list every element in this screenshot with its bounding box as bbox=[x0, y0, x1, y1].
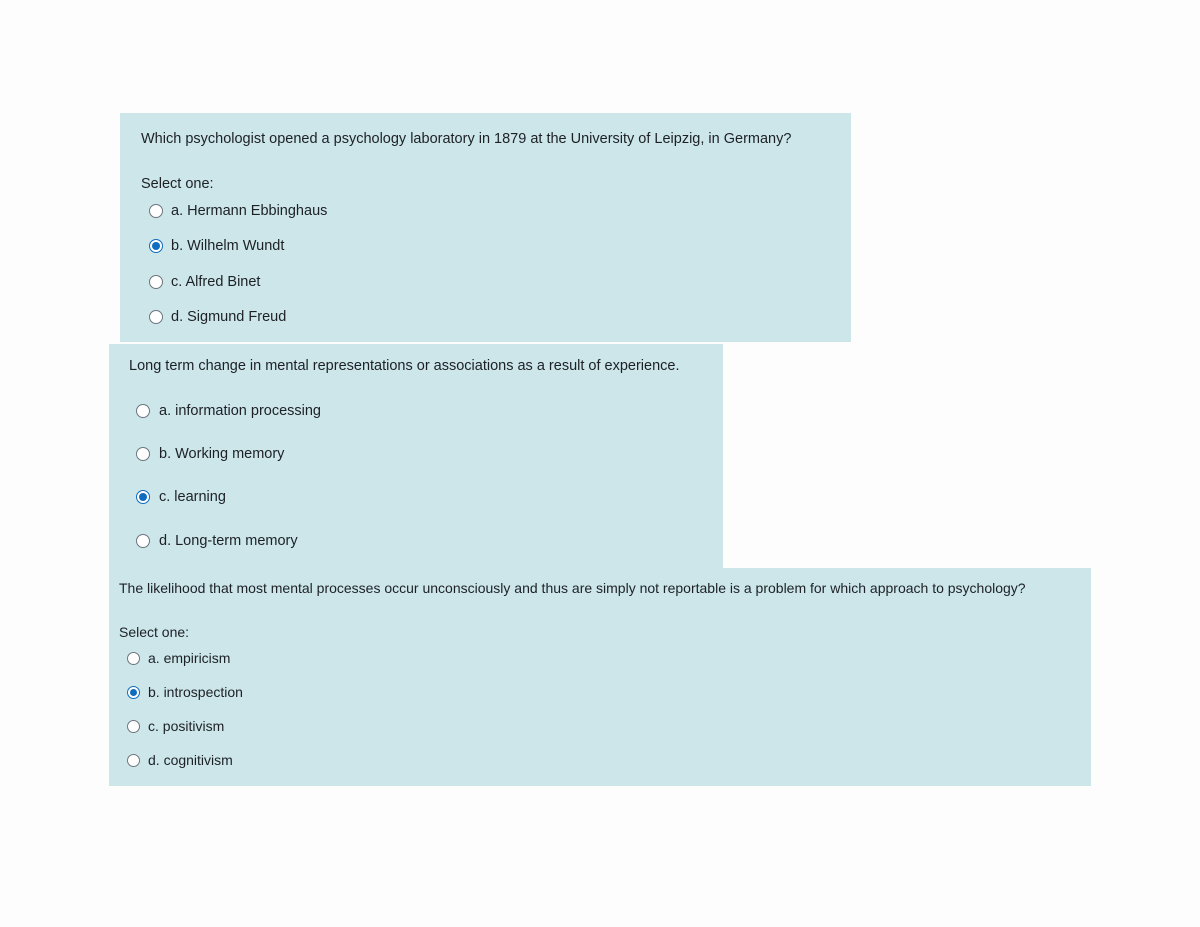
answer-option-c[interactable] bbox=[136, 489, 226, 505]
answer-label: d. Sigmund Freud bbox=[171, 309, 287, 325]
radio-button[interactable] bbox=[136, 404, 150, 418]
question-card-3 bbox=[109, 568, 1091, 786]
answer-option-b[interactable] bbox=[149, 238, 284, 254]
question-card-1 bbox=[120, 113, 851, 342]
radio-button[interactable] bbox=[127, 754, 140, 767]
radio-button[interactable] bbox=[136, 490, 150, 504]
select-one-prompt: Select one: bbox=[119, 624, 190, 640]
answer-label: c. positivism bbox=[148, 718, 225, 734]
answer-label: d. Long-term memory bbox=[159, 533, 298, 549]
question-card-2 bbox=[109, 344, 723, 568]
answer-label: b. Working memory bbox=[159, 446, 285, 462]
answer-label: a. empiricism bbox=[148, 650, 231, 666]
question-text: Which psychologist opened a psychology laboratory in 1879 at the University of Leipzig, in Germany? bbox=[141, 131, 792, 147]
radio-button[interactable] bbox=[149, 310, 163, 324]
radio-button[interactable] bbox=[127, 720, 140, 733]
radio-button[interactable] bbox=[149, 275, 163, 289]
answer-option-b[interactable] bbox=[136, 446, 284, 462]
select-one-prompt: Select one: bbox=[141, 176, 214, 192]
radio-button[interactable] bbox=[127, 686, 140, 699]
radio-button[interactable] bbox=[136, 447, 150, 461]
radio-button[interactable] bbox=[136, 534, 150, 548]
answer-label: c. Alfred Binet bbox=[171, 274, 261, 290]
question-text: Long term change in mental representations or associations as a result of experience. bbox=[129, 358, 680, 374]
answer-option-d[interactable] bbox=[149, 309, 286, 325]
answer-option-a[interactable] bbox=[136, 403, 321, 419]
answer-option-c[interactable] bbox=[127, 718, 224, 734]
radio-button[interactable] bbox=[127, 652, 140, 665]
answer-option-c[interactable] bbox=[149, 274, 260, 290]
answer-label: b. introspection bbox=[148, 684, 243, 700]
answer-option-b[interactable] bbox=[127, 684, 243, 700]
answer-label: a. Hermann Ebbinghaus bbox=[171, 203, 328, 219]
answer-label: d. cognitivism bbox=[148, 752, 233, 768]
answer-option-d[interactable] bbox=[136, 533, 298, 549]
answer-option-d[interactable] bbox=[127, 752, 233, 768]
answer-label: c. learning bbox=[159, 489, 226, 505]
question-text: The likelihood that most mental processes occur unconsciously and thus are simply not reportable is a problem for which approach to psychology? bbox=[119, 580, 1026, 596]
answer-label: a. information processing bbox=[159, 403, 321, 419]
answer-option-a[interactable] bbox=[127, 650, 230, 666]
radio-button[interactable] bbox=[149, 239, 163, 253]
answer-option-a[interactable] bbox=[149, 203, 327, 219]
answer-label: b. Wilhelm Wundt bbox=[171, 238, 285, 254]
radio-button[interactable] bbox=[149, 204, 163, 218]
